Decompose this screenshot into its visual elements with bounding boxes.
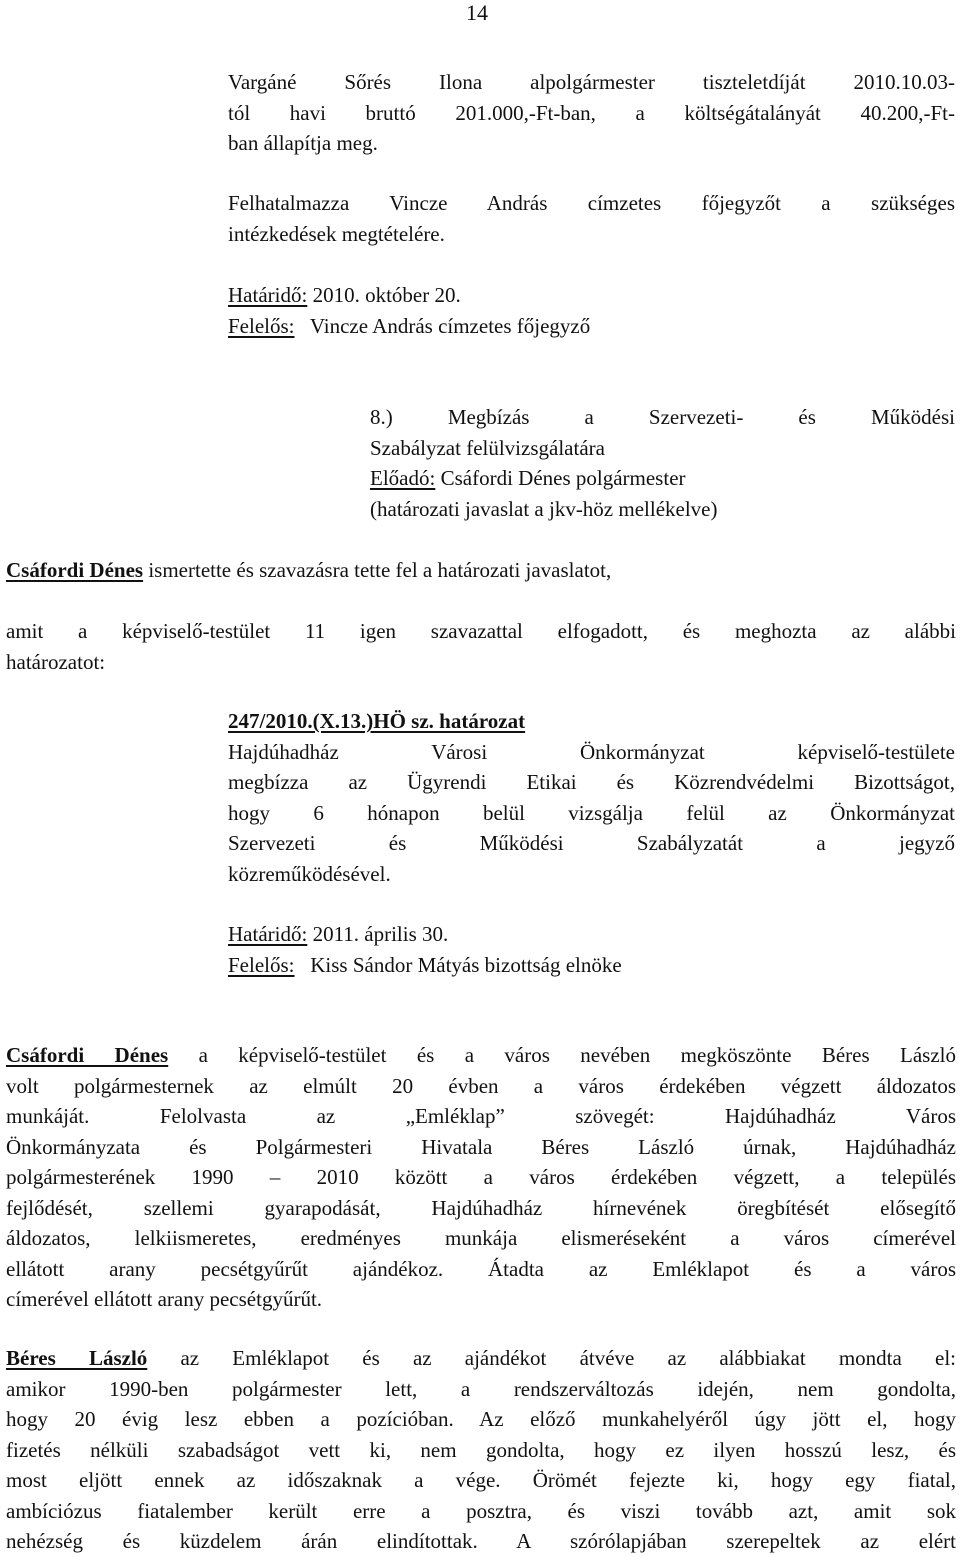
- responsible-label: Felelős:: [228, 313, 295, 338]
- deadline-value: 2010. október 20.: [307, 283, 461, 307]
- text-line: közreműködésével.: [228, 861, 391, 886]
- speaker-name: Csáfordi Dénes: [6, 1043, 169, 1067]
- resolution-title: 247/2010.(X.13.)HÖ sz. határozat: [228, 709, 526, 733]
- text-line: fizetés nélküli szabadságot vett ki, nem gondolta, hogy ez ilyen hosszú lesz, és: [6, 1437, 956, 1462]
- text-line: volt polgármesternek az elmúlt 20 évben a város érdekében végzett áldozatos: [6, 1073, 956, 1098]
- text-line: intézkedések megtételére.: [228, 221, 445, 246]
- text-line: Önkormányzata és Polgármesteri Hivatala Béres László úrnak, Hajdúhadház: [6, 1134, 956, 1159]
- page-number: 14: [466, 0, 488, 25]
- text-line: ban állapítja meg.: [228, 131, 378, 155]
- deadline-label: Határidő:: [228, 922, 308, 946]
- responsible-line: [228, 311, 955, 342]
- responsible-value: Vincze András címzetes főjegyző: [294, 313, 591, 338]
- text-line: nehézség és küzdelem árán elindítottak. A szórólapjában szerepeltek az elért: [6, 1529, 956, 1553]
- text-line: fejlődését, szellemi gyarapodását, Hajdúhadház hírnevének öregbítését elősegítő: [6, 1195, 956, 1220]
- beres-paragraph: [6, 1343, 956, 1557]
- text-line: ambíciózus fiatalember került erre a posztra, és viszi tovább azt, amit sok: [6, 1498, 956, 1523]
- intro-line: [6, 555, 956, 586]
- text-line: [6, 1343, 956, 1374]
- responsible-line: [228, 950, 955, 981]
- authorization-paragraph: [228, 188, 955, 249]
- presenter-value: Csáfordi Dénes polgármester: [435, 466, 686, 490]
- thanks-paragraph: [6, 1040, 956, 1315]
- text-line: megbízza az Ügyrendi Etikai és Közrendvédelmi Bizottságot,: [228, 770, 955, 794]
- deadline-label: Határidő:: [228, 283, 308, 307]
- responsible-value: Kiss Sándor Mátyás bizottság elnöke: [294, 952, 622, 977]
- text-line: hogy 20 évig lesz ebben a pozícióban. Az előző munkahelyéről úgy jött el, hogy: [6, 1407, 956, 1431]
- text-line: [6, 1040, 956, 1071]
- thanks-first-line: a képviselő-testület és a város nevében megköszönte Béres László: [168, 1043, 956, 1067]
- vote-paragraph: [6, 616, 956, 677]
- text-line: Vargáné Sőrés Ilona alpolgármester tiszteletdíját 2010.10.03-: [228, 70, 955, 94]
- responsible-label: Felelős:: [228, 952, 295, 977]
- speaker-name: Béres László: [6, 1346, 148, 1370]
- text-line: határozatot:: [6, 649, 106, 674]
- intro-paragraph: [6, 555, 956, 586]
- deadline-value: 2011. április 30.: [307, 922, 449, 946]
- resolution-block: [228, 706, 955, 889]
- text-line: amit a képviselő-testület 11 igen szavazattal elfogadott, és meghozta az alábbi: [6, 619, 956, 643]
- deadline-responsible-1: [228, 280, 955, 341]
- deadline-responsible-2: [228, 919, 955, 980]
- text-line: most eljött ennek az időszaknak a vége. Örömét fejezte ki, hogy egy fiatal,: [6, 1468, 956, 1492]
- agenda-title-line: Szabályzat felülvizsgálatára: [370, 435, 605, 460]
- text-line: hogy 6 hónapon belül vizsgálja felül az Önkormányzat: [228, 800, 955, 825]
- agenda-title-line: 8.) Megbízás a Szervezeti- és Működési: [370, 405, 955, 429]
- text-line: Szervezeti és Működési Szabályzatát a jegyző: [228, 831, 955, 855]
- text-line: címerével ellátott arany pecsétgyűrűt.: [6, 1287, 323, 1311]
- text-line: Hajdúhadház Városi Önkormányzat képviselő-testülete: [228, 739, 955, 764]
- presenter-label: Előadó:: [370, 466, 436, 490]
- beres-first-line: az Emléklapot és az ajándékot átvéve az alábbiakat mondta el:: [147, 1346, 956, 1370]
- text-line: ellátott arany pecsétgyűrűt ajándékoz. Átadta az Emléklapot és a város: [6, 1256, 956, 1281]
- text-line: amikor 1990-ben polgármester lett, a rendszerváltozás idején, nem gondolta,: [6, 1376, 956, 1401]
- intro-text: ismertette és szavazásra tette fel a határozati javaslatot,: [143, 558, 612, 582]
- deadline-line: [228, 919, 955, 950]
- text-line: Felhatalmazza Vincze András címzetes főjegyzőt a szükséges: [228, 191, 955, 215]
- agenda-item-8: [370, 402, 955, 524]
- deadline-line: [228, 280, 955, 311]
- text-line: polgármesterének 1990 – 2010 között a város érdekében végzett, a település: [6, 1165, 956, 1189]
- attachment-note: (határozati javaslat a jkv-höz mellékelve): [370, 496, 718, 521]
- speaker-name: Csáfordi Dénes: [6, 558, 144, 582]
- salary-paragraph: [228, 67, 955, 159]
- text-line: tól havi bruttó 201.000,-Ft-ban, a költségátalányát 40.200,-Ft-: [228, 100, 955, 125]
- text-line: munkáját. Felolvasta az „Emléklap” szövegét: Hajdúhadház Város: [6, 1104, 956, 1128]
- presenter-line: [370, 463, 955, 494]
- text-line: áldozatos, lelkiismeretes, eredményes munkája elismeréseként a város címerével: [6, 1226, 956, 1250]
